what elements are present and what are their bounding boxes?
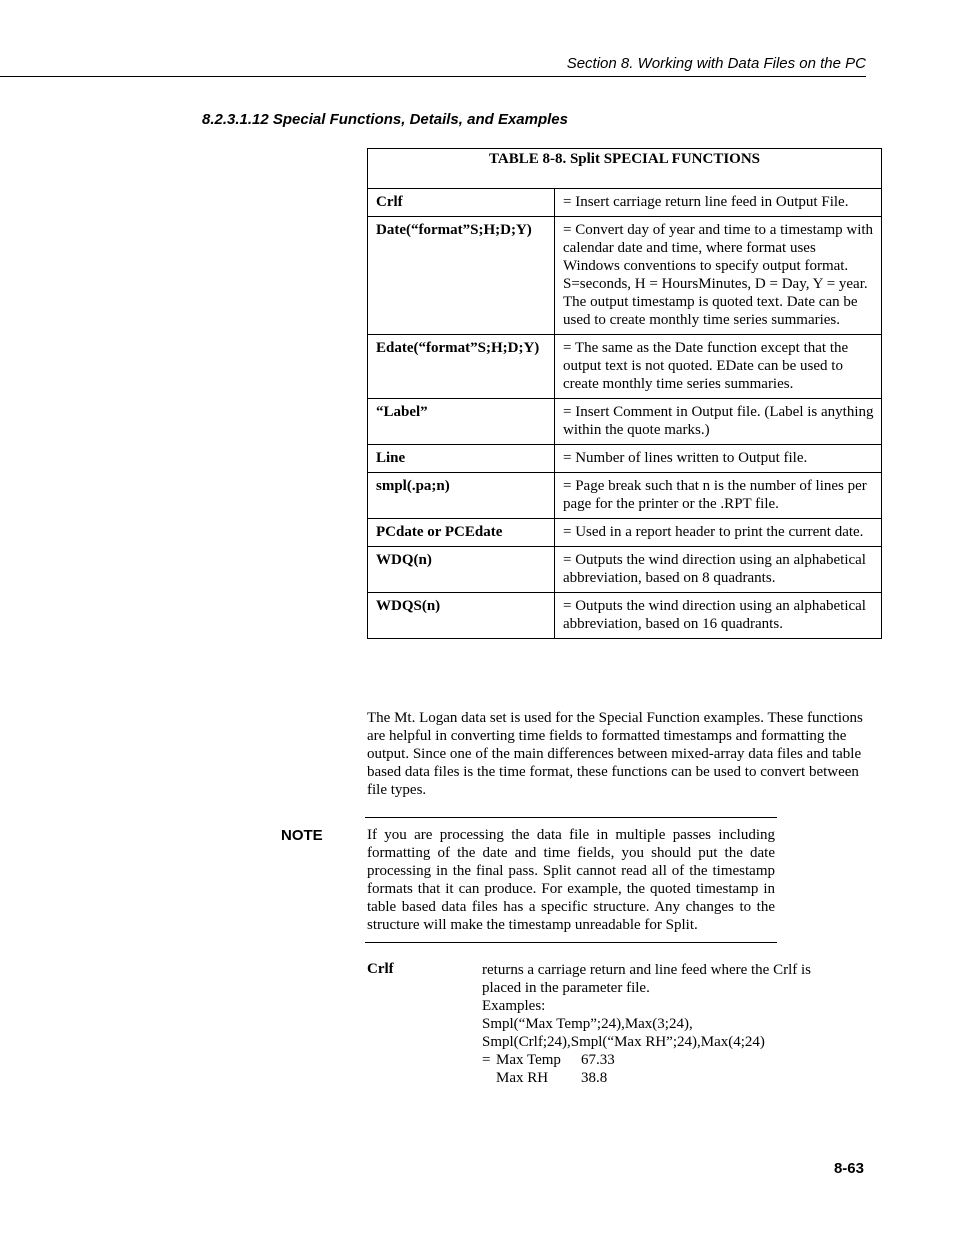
table-row — [368, 189, 882, 217]
function-name: Edate(“format”S;H;D;Y) — [368, 335, 555, 399]
table-row — [368, 547, 882, 593]
header-rule — [0, 76, 866, 77]
output-prefix — [482, 1069, 496, 1087]
definition-term: Crlf — [367, 961, 394, 977]
note-box — [365, 817, 777, 943]
function-description: = Insert carriage return line feed in Output File. — [555, 189, 882, 217]
definition-body — [482, 961, 862, 1087]
output-label: Max RH — [496, 1070, 549, 1086]
function-description: = Page break such that n is the number of lines per page for the printer or the .RPT file. — [555, 473, 882, 519]
table-row — [368, 217, 882, 335]
section-heading: 8.2.3.1.12 Special Functions, Details, and Examples — [202, 111, 568, 128]
output-label: Max Temp — [496, 1052, 561, 1068]
table-row — [368, 445, 882, 473]
definition-line: returns a carriage return and line feed where the Crlf is — [482, 962, 812, 978]
function-description: = Number of lines written to Output file. — [555, 445, 882, 473]
function-description: = The same as the Date function except that the output text is not quoted. EDate can be used to create monthly time series summaries. — [555, 335, 882, 399]
function-name: WDQ(n) — [368, 547, 555, 593]
note-text: If you are processing the data file in multiple passes including formatting of the date and time fields, you should put the date processing in the final pass. Split cannot read all of the timestamp formats that it can produce. For example, the quoted timestamp in table based data files has a specific structure. Any changes to the structure will make the timestamp unreadable for Split. — [367, 827, 775, 933]
function-description: = Outputs the wind direction using an alphabetical abbreviation, based on 16 quadrants. — [555, 593, 882, 639]
output-value: 67.33 — [581, 1052, 615, 1068]
example-output-row — [482, 1069, 862, 1087]
table-row — [368, 399, 882, 445]
table-row — [368, 593, 882, 639]
function-name: Crlf — [368, 189, 555, 217]
example-code-line: Smpl(Crlf;24),Smpl(“Max RH”;24),Max(4;24) — [482, 1034, 765, 1050]
table-row — [368, 473, 882, 519]
example-output-row — [482, 1051, 862, 1069]
function-description: = Convert day of year and time to a timestamp with calendar date and time, where format uses Windows conventions to specify output format. S=seconds, H = HoursMinutes, D = Day, Y = year. The output timestamp is quoted text. Date can be used to create monthly time series summaries. — [555, 217, 882, 335]
example-code-line: Smpl(“Max Temp”;24),Max(3;24), — [482, 1016, 693, 1032]
function-description: = Insert Comment in Output file. (Label is anything within the quote marks.) — [555, 399, 882, 445]
output-prefix: = — [482, 1052, 491, 1068]
function-name: WDQS(n) — [368, 593, 555, 639]
output-value: 38.8 — [581, 1070, 608, 1086]
page-number: 8-63 — [833, 1160, 864, 1177]
function-name: PCdate or PCEdate — [368, 519, 555, 547]
function-name: Date(“format”S;H;D;Y) — [368, 217, 555, 335]
function-name: Line — [368, 445, 555, 473]
function-description: = Used in a report header to print the current date. — [555, 519, 882, 547]
note-label: NOTE — [281, 827, 323, 844]
body-paragraph: The Mt. Logan data set is used for the Special Function examples. These functions are helpful in converting time fields to formatted timestamps and formatting the output. Since one of the main differences between mixed-array data files and table based data files is the time format, these functions can be used to convert between file types. — [367, 710, 863, 798]
table-caption: TABLE 8-8. Split SPECIAL FUNCTIONS — [368, 149, 882, 189]
function-name: smpl(.pa;n) — [368, 473, 555, 519]
table-row — [368, 335, 882, 399]
table-row — [368, 519, 882, 547]
special-functions-table — [367, 148, 882, 639]
function-name: “Label” — [368, 399, 555, 445]
function-description: = Outputs the wind direction using an alphabetical abbreviation, based on 8 quadrants. — [555, 547, 882, 593]
examples-label: Examples: — [482, 998, 546, 1014]
running-head: Section 8. Working with Data Files on the PC — [566, 55, 866, 72]
definition-line: placed in the parameter file. — [482, 980, 650, 996]
